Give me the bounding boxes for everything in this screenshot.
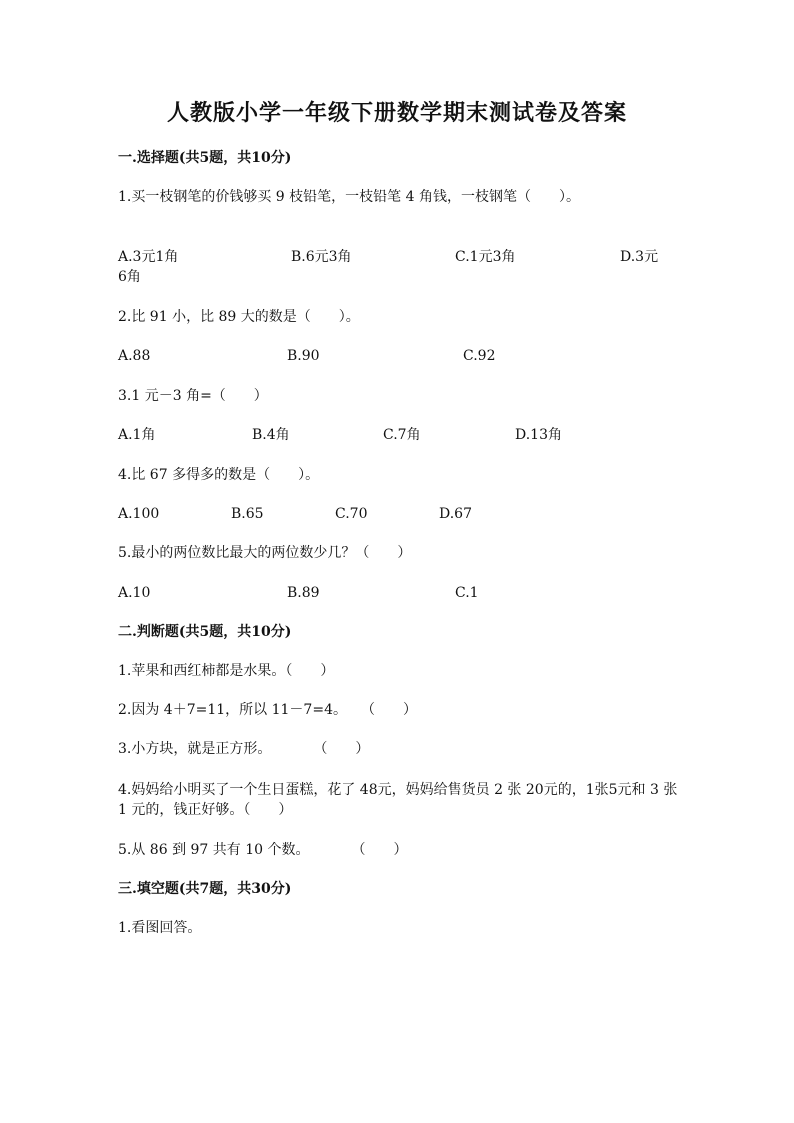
option-d[interactable]: D.13角	[515, 427, 562, 443]
section-heading-judgement: 二.判断题(共5题，共10分)	[118, 624, 292, 640]
option-c[interactable]: C.92	[463, 348, 496, 364]
question-text: 4.比 67 多得多的数是（ ）。	[118, 467, 320, 483]
section-heading-choice: 一.选择题(共5题，共10分)	[118, 150, 292, 166]
question-text: 1.买一枝钢笔的价钱够买 9 枝铅笔，一枝铅笔 4 角钱，一枝钢笔（ ）。	[118, 189, 580, 205]
option-c[interactable]: C.7角	[383, 427, 421, 443]
question-text: 5.最小的两位数比最大的两位数少几？（ ）	[118, 545, 412, 561]
question-text: 3.小方块，就是正方形。 （ ）	[118, 741, 370, 757]
option-b[interactable]: B.89	[287, 585, 320, 601]
option-b[interactable]: B.6元3角	[291, 249, 352, 265]
option-b[interactable]: B.65	[231, 506, 264, 522]
option-c[interactable]: C.1	[455, 585, 479, 601]
option-c[interactable]: C.70	[335, 506, 368, 522]
question-text: 5.从 86 到 97 共有 10 个数。 （ ）	[118, 842, 408, 858]
question-text: 4.妈妈给小明买了一个生日蛋糕，花了 48元，妈妈给售货员 2 张 20元的，1张5元和 3 张 1 元的，钱正好够。（ ）	[118, 782, 678, 818]
option-a[interactable]: A.88	[118, 348, 151, 364]
question-text: 2.比 91 小，比 89 大的数是（ ）。	[118, 309, 360, 325]
option-b[interactable]: B.90	[287, 348, 320, 364]
option-a[interactable]: A.1角	[118, 427, 156, 443]
question-text: 3.1 元－3 角=（ ）	[118, 388, 268, 404]
question-text: 2.因为 4＋7=11，所以 11－7=4。 （ ）	[118, 702, 417, 718]
question-text: 1.看图回答。	[118, 920, 202, 936]
question-text: 1.苹果和西红柿都是水果。（ ）	[118, 663, 335, 679]
option-d[interactable]: D.3元	[620, 249, 659, 265]
option-a[interactable]: A.3元1角	[118, 249, 179, 265]
option-d[interactable]: D.67	[439, 506, 472, 522]
option-d-continuation: 6角	[118, 269, 141, 285]
section-heading-fill-blank: 三.填空题(共7题，共30分)	[118, 881, 292, 897]
page-title: 人教版小学一年级下册数学期末测试卷及答案	[166, 100, 627, 126]
option-a[interactable]: A.10	[118, 585, 151, 601]
option-b[interactable]: B.4角	[252, 427, 290, 443]
option-c[interactable]: C.1元3角	[455, 249, 516, 265]
option-a[interactable]: A.100	[118, 506, 160, 522]
